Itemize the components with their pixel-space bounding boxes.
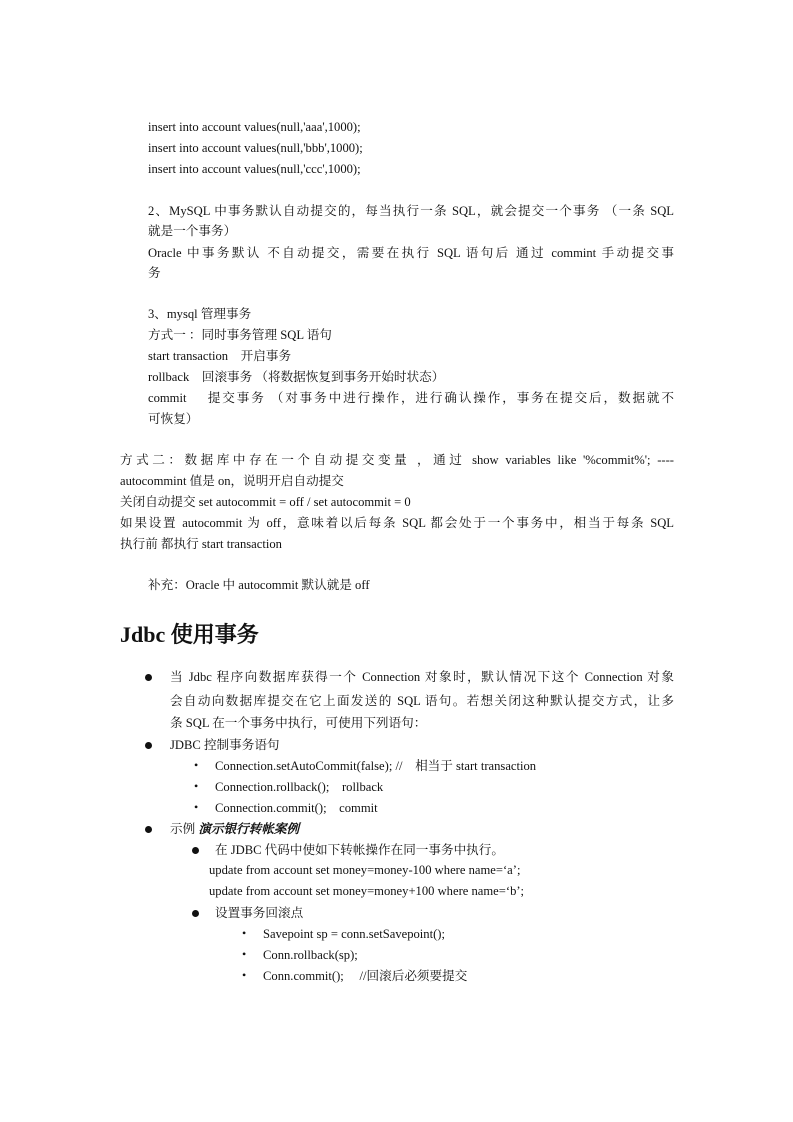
section3-rollback: rollback 回滚事务 （将数据恢复到事务开始时状态）	[148, 370, 445, 384]
savepoint-item-3: Conn.commit(); //回滚后必须要提交	[263, 969, 468, 983]
bullet1-line2: 会自动向数据库提交在它上面发送的 SQL 语句。若想关闭这种默认提交方式，让多	[170, 694, 674, 708]
bullet-dot-icon	[145, 826, 152, 833]
section3-title: 3、mysql 管理事务	[148, 307, 252, 321]
section2-line4: 务	[148, 266, 161, 280]
small-bullet-icon: •	[194, 800, 199, 814]
way2-line4: 如果设置 autocommit 为 off，意味着以后每条 SQL 都会处于一个事务中，相当于每条 SQL	[120, 516, 674, 530]
sql-insert-2: insert into account values(null,'bbb',1000);	[148, 141, 363, 155]
small-bullet-icon: •	[242, 947, 247, 961]
section3-way1: 方式一 ：同时事务管理 SQL 语句	[148, 328, 332, 342]
small-bullet-icon: •	[242, 926, 247, 940]
jdbc-heading: Jdbc 使用事务	[120, 622, 259, 647]
jdbc-statement-1: Connection.setAutoCommit(false); // 相当于 start transaction	[215, 759, 537, 773]
small-bullet-icon: •	[194, 779, 199, 793]
bullet1-line3: 条 SQL 在一个事务中执行，可使用下列语句：	[170, 716, 427, 730]
jdbc-statement-3: Connection.commit(); commit	[215, 801, 378, 815]
sub1-title: 在 JDBC 代码中使如下转帐操作在同一事务中执行。	[215, 843, 504, 857]
small-bullet-icon: •	[194, 758, 199, 772]
sub-bullet-dot-icon	[192, 910, 199, 917]
way2-line1: 方式二：数据库中存在一个自动提交变量 ，通过 show variables like '%commit%'; ----	[120, 453, 674, 467]
sub2-title: 设置事务回滚点	[215, 906, 304, 920]
way2-line2: autocommint 值是 on，说明开启自动提交	[120, 474, 344, 488]
sub1-code-2: update from account set money=money+100 where name=‘b’;	[209, 884, 525, 898]
supplement-note: 补充：Oracle 中 autocommit 默认就是 off	[148, 578, 370, 592]
section3-commit-line1: commit 提交事务 （对事务中进行操作，进行确认操作，事务在提交后，数据就不	[148, 391, 674, 405]
section2-line1: 2、MySQL 中事务默认自动提交的，每当执行一条 SQL，就会提交一个事务 （一条 SQL	[148, 204, 674, 218]
bullet3-prefix: 示例	[170, 822, 199, 836]
section2-line2: 就是一个事务）	[148, 224, 237, 238]
section3-commit-line2: 可恢复）	[148, 412, 199, 426]
bullet2-title: JDBC 控制事务语句	[170, 738, 280, 752]
small-bullet-icon: •	[242, 968, 247, 982]
jdbc-statement-2: Connection.rollback(); rollback	[215, 780, 384, 794]
section3-start: start transaction 开启事务	[148, 349, 292, 363]
savepoint-item-1: Savepoint sp = conn.setSavepoint();	[263, 927, 445, 941]
sub1-code-1: update from account set money=money-100 where name=‘a’;	[209, 863, 521, 877]
bullet1-line1: 当 Jdbc 程序向数据库获得一个 Connection 对象时，默认情况下这个 Connection 对象	[170, 670, 674, 684]
bullet3-line	[170, 820, 299, 838]
way2-line5: 执行前 都执行 start transaction	[120, 537, 282, 551]
sql-insert-3: insert into account values(null,'ccc',1000);	[148, 162, 361, 176]
bullet3-emphasis: 演示银行转帐案例	[198, 822, 300, 836]
way2-line3: 关闭自动提交 set autocommit = off / set autocommit = 0	[120, 495, 411, 509]
sql-insert-1: insert into account values(null,'aaa',1000);	[148, 120, 361, 134]
savepoint-item-2: Conn.rollback(sp);	[263, 948, 358, 962]
bullet-dot-icon	[145, 742, 152, 749]
bullet-dot-icon	[145, 674, 152, 681]
sub-bullet-dot-icon	[192, 847, 199, 854]
section2-line3: Oracle 中事务默认 不自动提交，需要在执行 SQL 语句后 通过 commint 手动提交事	[148, 246, 674, 260]
